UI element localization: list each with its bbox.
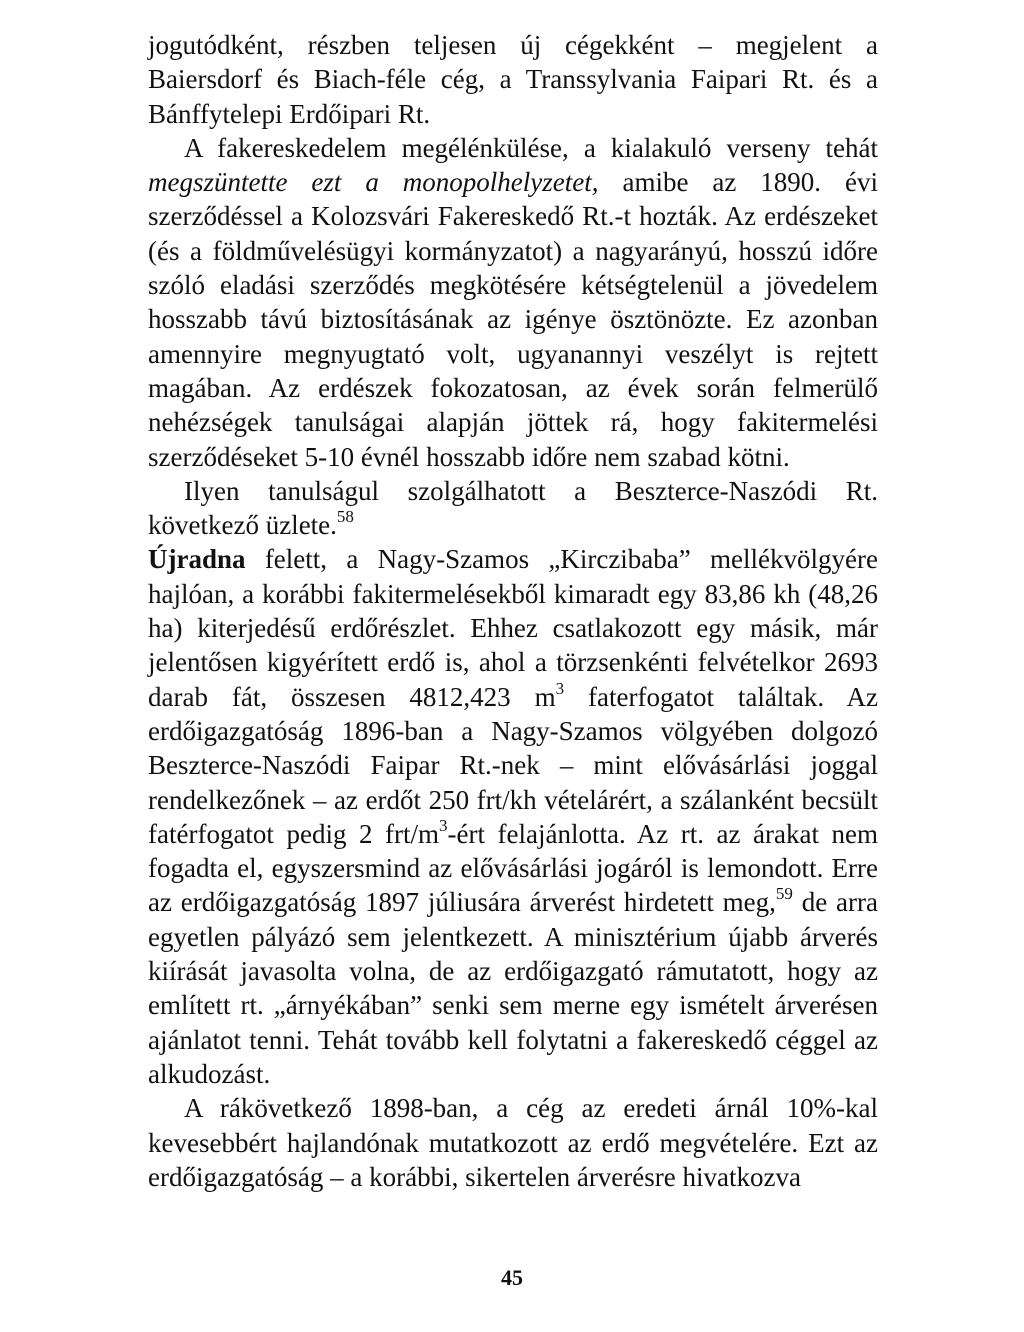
paragraph-2-text-b: amibe az 1890. évi szerződéssel a Kolozsvári Fakereskedő Rt.-t hozták. Az erdészeket (és a földművelésügyi kormányzatot) a nagyarányú, hosszú időre szóló eladási szerződés megkötésére kétségtelenül a jövedelem hosszabb távú biztosításának az igénye ösztönözte. Ez azonban amennyire megnyugtató volt, ugyanannyi veszélyt is rejtett magában. Az erdészek fokozatosan, az évek során felmerülő nehézségek tanulságai alapján jöttek rá, hogy fakitermelési szerződéseket 5-10 évnél hosszabb időre nem szabad kötni. <box>148 167 878 472</box>
page-number: 45 <box>501 1265 523 1290</box>
footnote-ref-58: 58 <box>336 507 354 527</box>
footnote-ref-59: 59 <box>775 884 793 904</box>
paragraph-4 <box>148 542 878 1091</box>
paragraph-4-text-d: de arra egyetlen pályázó sem jelentkezett. A minisztérium újabb árverés kiírását javasolta volna, de az erdőigazgató rámutatott, hogy az említett rt. „árnyékában” senki sem merne egy ismételt árverésen ajánlatot tenni. Tehát tovább kell folytatni a fakereskedő céggel az alkudozást. <box>148 887 878 1089</box>
paragraph-5-text: A rákövetkező 1898-ban, a cég az eredeti árnál 10%-kal kevesebbért hajlandónak mutatkozott az erdő megvételére. Ezt az erdőigazgatóság – a korábbi, sikertelen árverésre hivatkozva <box>148 1093 878 1192</box>
superscript-cubic-1: 3 <box>555 678 565 698</box>
paragraph-5 <box>148 1091 878 1194</box>
paragraph-4-bold-lead: Újradna <box>148 544 246 575</box>
paragraph-2 <box>148 131 878 474</box>
paragraph-3-text: Ilyen tanulságul szolgálhatott a Beszterce-Naszódi Rt. következő üzlete. <box>148 475 878 541</box>
paragraph-1 <box>148 28 878 131</box>
superscript-cubic-2: 3 <box>439 815 448 835</box>
paragraph-2-italic: megszüntette ezt a monopolhelyzetet, <box>148 167 599 198</box>
paragraph-4-text-c: -ért felajánlotta. Az rt. az árakat nem fogadta el, egyszersmind az elővásárlási jogáról is lemondott. Erre az erdőigazgatóság 1897 júliusára árverést hirdetett meg, <box>148 818 878 918</box>
paragraph-4-text-b: faterfogatot találtak. Az erdőigazgatóság 1896-ban a Nagy-Szamos völgyében dolgozó Beszterce-Naszódi Faipar Rt.-nek – mint elővásárlási joggal rendelkezőnek – az erdőt 250 frt/kh vételárért, a szálanként becsült fatérfogatot pedig 2 frt/m <box>148 681 878 849</box>
paragraph-3 <box>148 474 878 543</box>
paragraph-2-text-a: A fakereskedelem megélénkülése, a kialakuló verseny tehát <box>184 132 878 163</box>
paragraph-1-text: jogutódként, részben teljesen új cégekként – megjelent a Baiersdorf és Biach-féle cég, a Transsylvania Faipari Rt. és a Bánffytelepi Erdőipari Rt. <box>148 30 878 129</box>
paragraph-4-text-a: felett, a Nagy-Szamos „Kirczibaba” mellékvölgyére hajlóan, a korábbi fakitermelésekből kimaradt egy 83,86 kh (48,26 ha) kiterjedésű erdőrészlet. Ehhez csatlakozott egy másik, már jelentősen kigyérített erdő is, ahol a törzsenkénti felvételkor 2693 darab fát, összesen 4812,423 m <box>148 544 878 712</box>
document-page <box>148 28 878 1194</box>
